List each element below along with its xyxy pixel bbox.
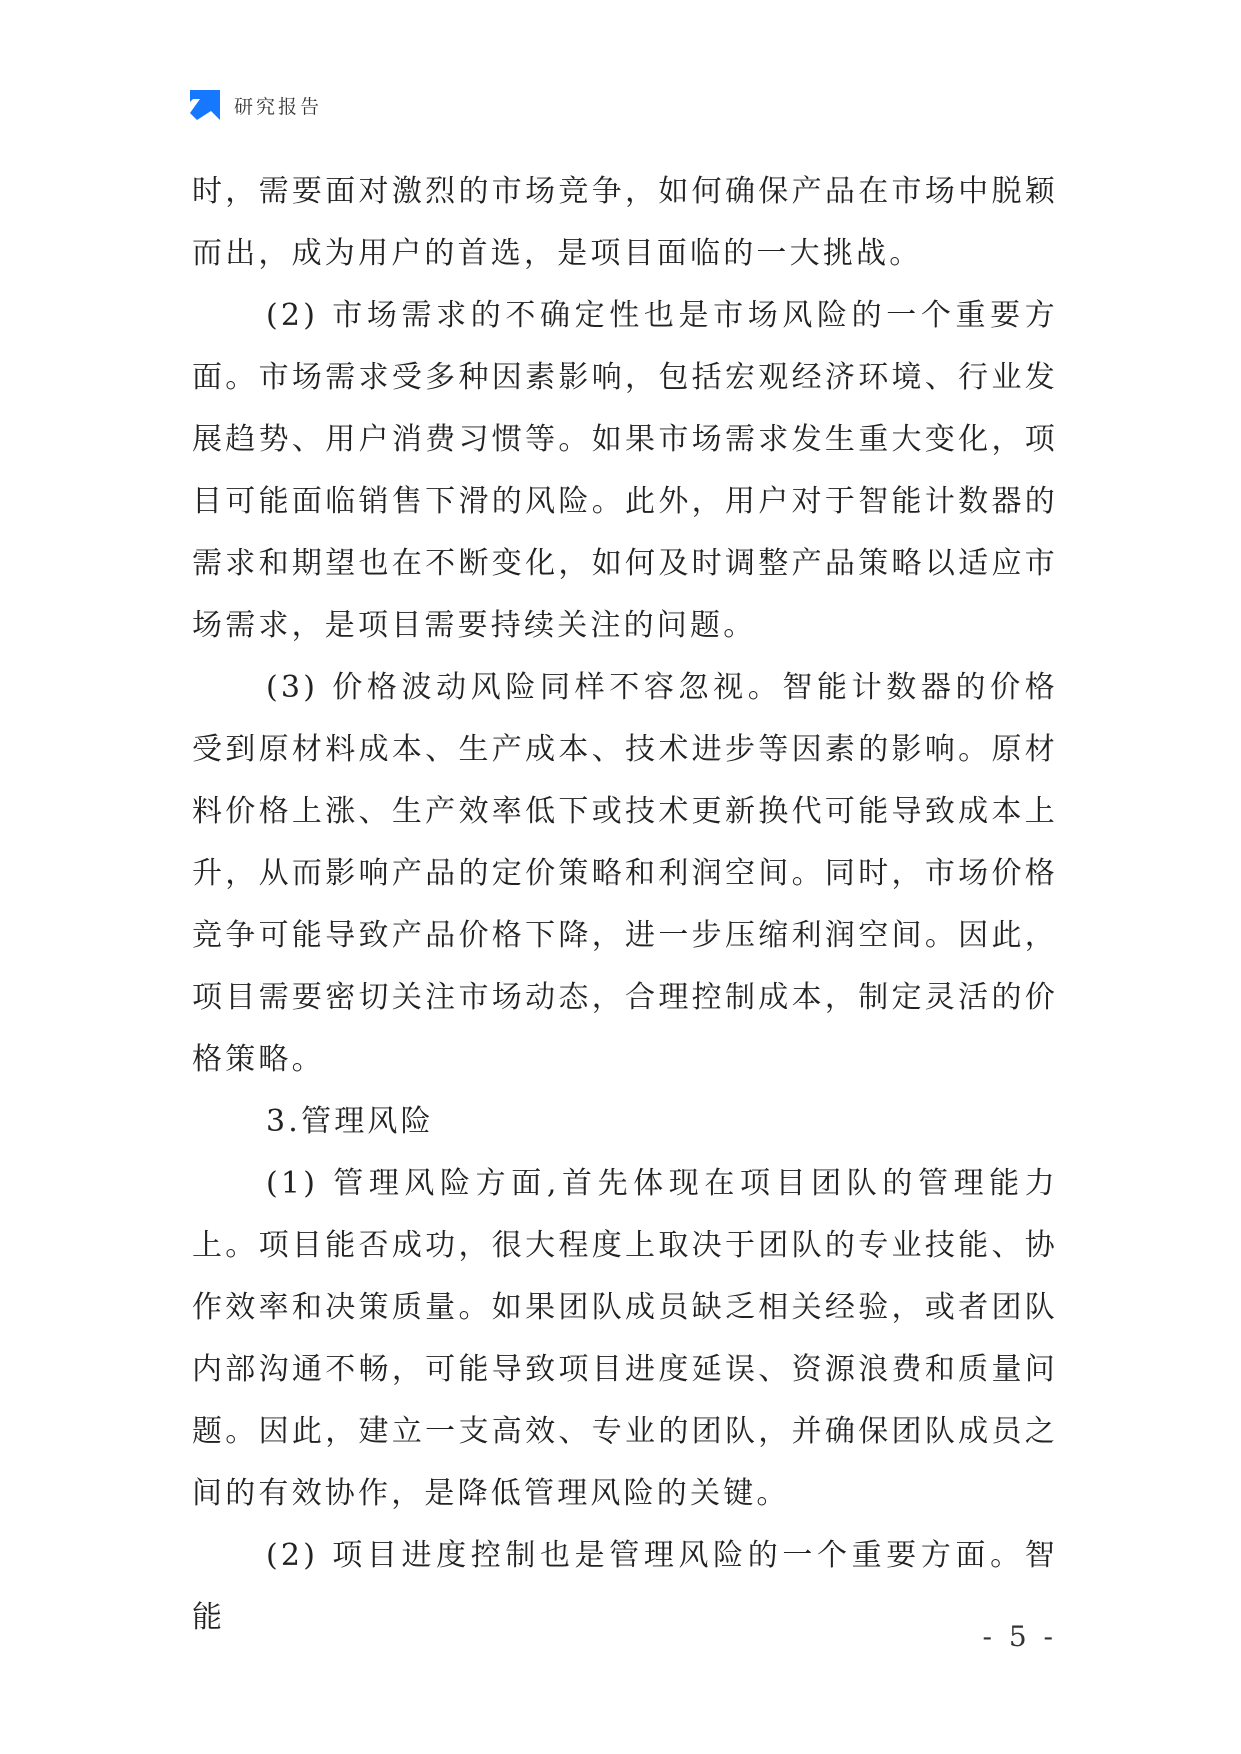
paragraph-market-demand: (2) 市场需求的不确定性也是市场风险的一个重要方面。市场需求受多种因素影响，包括宏观经济环境、行业发展趋势、用户消费习惯等。如果市场需求发生重大变化，项目可能面临销售下滑的风险。此外，用户对于智能计数器的需求和期望也在不断变化，如何及时调整产品策略以适应市场需求，是项目需要持续关注的问题。 bbox=[192, 298, 1058, 643]
paragraph-continuation: 时，需要面对激烈的市场竞争，如何确保产品在市场中脱颖而出，成为用户的首选，是项目面临的一大挑战。 bbox=[192, 174, 1058, 271]
report-title: 研究报告 bbox=[234, 95, 323, 118]
paragraph-price-risk: (3) 价格波动风险同样不容忽视。智能计数器的价格受到原材料成本、生产成本、技术进步等因素的影响。原材料价格上涨、生产效率低下或技术更新换代可能导致成本上升，从而影响产品的定价策略和利润空间。同时，市场价格竞争可能导致产品价格下降，进一步压缩利润空间。因此，项目需要密切关注市场动态，合理控制成本，制定灵活的价格策略。 bbox=[192, 670, 1058, 1077]
arrow-logo-icon bbox=[188, 88, 222, 122]
page-number: - 5 - bbox=[982, 1620, 1057, 1653]
document-body bbox=[192, 161, 1058, 1649]
page-header bbox=[188, 88, 322, 122]
paragraph-team-management: (1) 管理风险方面,首先体现在项目团队的管理能力上。项目能否成功，很大程度上取决于团队的专业技能、协作效率和决策质量。如果团队成员缺乏相关经验，或者团队内部沟通不畅，可能导致项目进度延误、资源浪费和质量问题。因此，建立一支高效、专业的团队，并确保团队成员之间的有效协作，是降低管理风险的关键。 bbox=[192, 1166, 1058, 1511]
section-heading-management-risk: 3.管理风险 bbox=[266, 1104, 434, 1139]
paragraph-schedule-control: (2) 项目进度控制也是管理风险的一个重要方面。智能 bbox=[192, 1538, 1058, 1635]
